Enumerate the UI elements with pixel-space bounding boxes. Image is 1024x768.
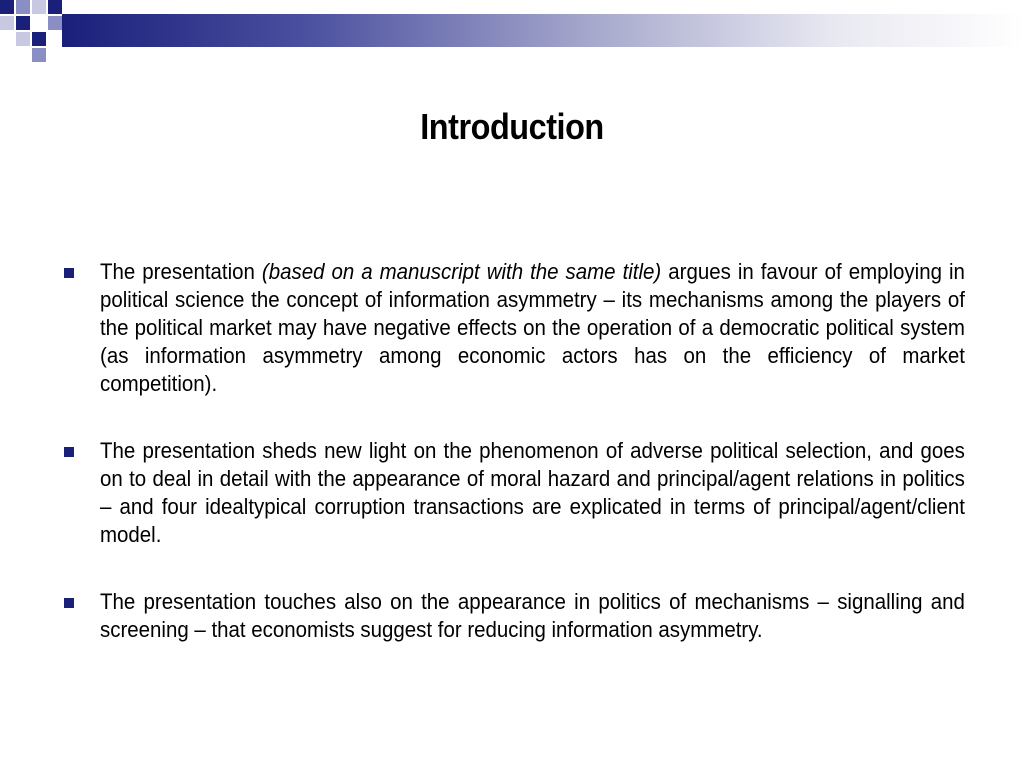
decor-square [32,32,46,46]
bullet-item [62,437,963,549]
decor-square [16,16,30,30]
bullet-text-part: The presentation [100,259,262,284]
bullet-text: The presentation sheds new light on the phenomenon of adverse political selection, and goes on to deal in detail with the appearance of moral hazard and principal/agent relations in politics – and four idealtypical corruption transactions are explicated in terms of principal/agent/client model. [100,438,965,547]
header-gradient-bar [62,14,1024,47]
bullet-item [62,588,963,644]
decor-square [16,0,30,14]
decor-square [0,0,14,14]
square-bullet-icon [64,598,74,608]
square-bullet-icon [64,268,74,278]
bullet-text-part: argues in favour of employing in political science the concept of information asymmetry – its mechanisms among the players of the political market may have negative effects on the operation of a democratic political system (as information asymmetry among economic actors has on the efficiency of market competition). [100,259,965,396]
slide-title: Introduction [420,106,604,147]
decor-square [32,0,46,14]
decor-square [32,48,46,62]
square-bullet-icon [64,447,74,457]
bullet-item [62,258,963,398]
header-decoration [0,0,1024,64]
bullet-text [100,258,965,398]
decor-square [48,16,62,30]
decor-square [16,32,30,46]
bullet-list [62,258,963,644]
bullet-text: The presentation touches also on the appearance in politics of mechanisms – signalling and screening – that economists suggest for reducing information asymmetry. [100,589,965,642]
decor-square [0,16,14,30]
decor-square [48,0,62,14]
bullet-text-italic: (based on a manuscript with the same title) [261,259,662,284]
